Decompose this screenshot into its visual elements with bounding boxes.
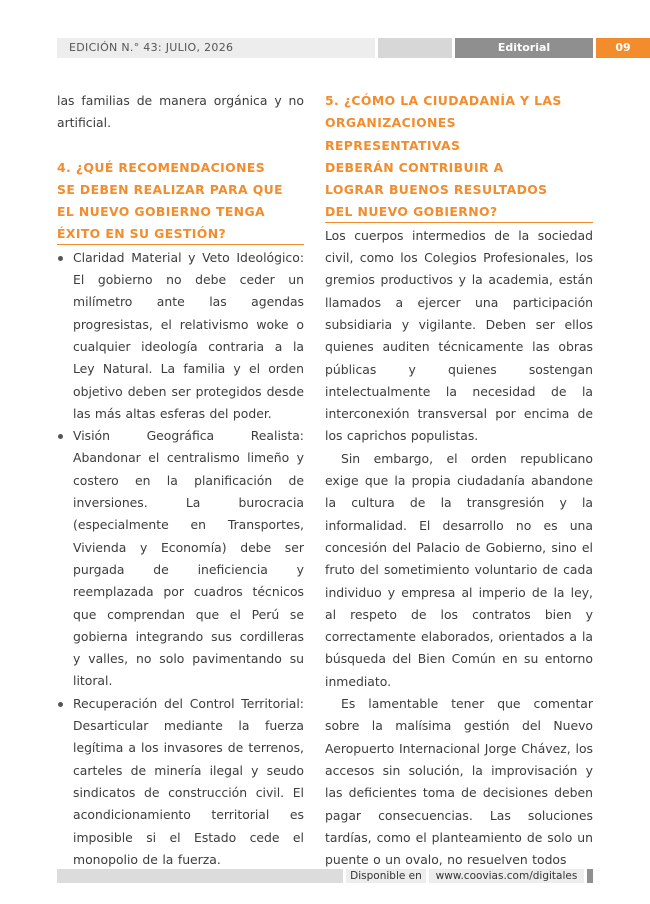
bullet-icon	[58, 256, 63, 261]
body-paragraph: Es lamentable tener que comentar sobre la malísima gestión del Nuevo Aeropuerto Internacional Jorge Chávez, los accesos sin solución, la improvisación y las deficientes toma de decisiones deben pagar consecuencias. Las soluciones tardías, como el planteamiento de solo un puente o un ovalo, no resuelven todos	[325, 696, 593, 868]
section-5-heading	[325, 90, 593, 223]
right-column	[325, 90, 593, 871]
heading-line: DEBERÁN CONTRIBUIR A	[325, 159, 504, 175]
section-label: Editorial	[455, 38, 593, 58]
list-item-text: Recuperación del Control Territorial: Desarticular mediante la fuerza legítima a los invasores de terrenos, carteles de minería ilegal y seudo sindicatos de construcción civil. El acondicionamiento territorial es imposible si el Estado cede el monopolio de la fuerza.	[73, 695, 304, 867]
page-number: 09	[596, 38, 650, 58]
available-label: Disponible en	[346, 869, 426, 883]
list-item	[57, 425, 304, 693]
intro-paragraph: las familias de manera orgánica y no artificial.	[57, 93, 304, 131]
heading-line: ORGANIZACIONES REPRESENTATIVAS	[325, 115, 461, 153]
heading-line: ÉXITO EN SU GESTIÓN?	[57, 226, 227, 242]
heading-line: SE DEBEN REALIZAR PARA QUE	[57, 181, 284, 197]
body-paragraph: Sin embargo, el orden republicano exige que la propia ciudadanía abandone la cultura de la transgresión y la informalidad. El desarrollo no es una concesión del Palacio de Gobierno, sino el fruto del sometimiento voluntario de cada individuo y empresa al imperio de la ley, al respeto de los contratos bien y correctamente elaborados, orientados a la búsqueda del Bien Común en su entorno inmediato.	[325, 450, 593, 689]
recommendations-list	[57, 247, 304, 871]
bullet-icon	[58, 434, 63, 439]
heading-line: LOGRAR BUENOS RESULTADOS	[325, 182, 548, 198]
list-item-text: Claridad Material y Veto Ideológico: El gobierno no debe ceder un milímetro ante las agendas progresistas, el relativismo woke o cualquier ideología contraria a la Ley Natural. La familia y el orden objetivo deben ser protegidos desde las más altas esferas del poder.	[73, 249, 304, 421]
body-paragraph: Los cuerpos intermedios de la sociedad civil, como los Colegios Profesionales, los gremios productivos y la academia, están llamados a ejercer una participación subsidiaria y vigilante. Deben ser ellos quienes auditen técnicamente las obras públicas y quienes sostengan intelectualmente la necesidad de la interconexión transversal por encima de los caprichos populistas.	[325, 227, 593, 444]
heading-line: 5. ¿CÓMO LA CIUDADANÍA Y LAS	[325, 93, 562, 108]
footer-bar	[57, 869, 343, 883]
section-4-heading	[57, 157, 304, 245]
heading-line: DEL NUEVO GOBIERNO?	[325, 204, 498, 220]
left-column	[57, 90, 304, 871]
bullet-icon	[58, 702, 63, 707]
list-item	[57, 247, 304, 425]
list-item-text: Visión Geográfica Realista: Abandonar el centralismo limeño y costero en la planificación de inversiones. La burocracia (especialmente en Transportes, Vivienda y Economía) debe ser purgada de ineficiencia y reemplazada por cuadros técnicos que comprendan que el Perú se gobierna integrando sus cordilleras y valles, no solo pavimentando su litoral.	[73, 428, 304, 689]
edition-label: EDICIÓN N.° 43: JULIO, 2026	[57, 38, 375, 58]
footer-url-link[interactable]: www.coovias.com/digitales	[429, 869, 584, 883]
list-item	[57, 693, 304, 871]
heading-line: 4. ¿QUÉ RECOMENDACIONES	[57, 159, 266, 175]
footer-end-block	[587, 869, 593, 883]
heading-line: EL NUEVO GOBIERNO TENGA	[57, 204, 266, 220]
header-divider-block	[378, 38, 452, 58]
